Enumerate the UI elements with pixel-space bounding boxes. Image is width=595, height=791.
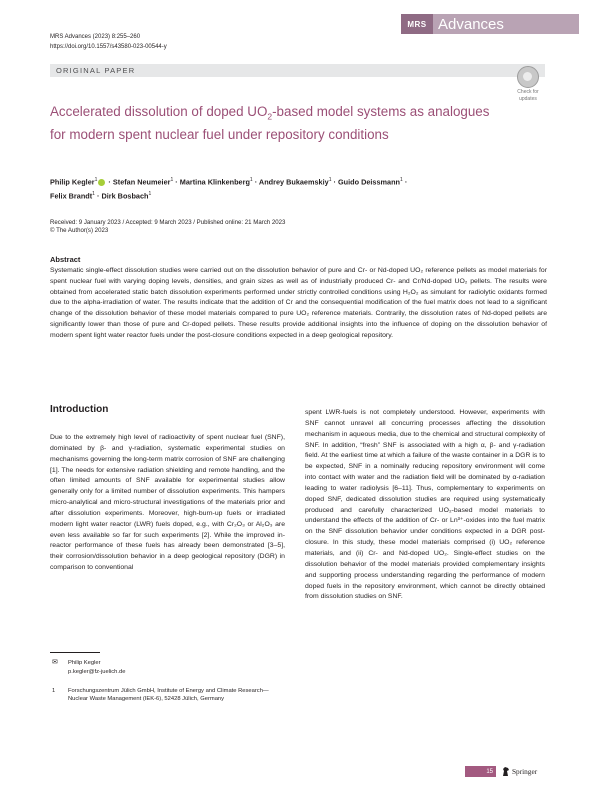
- author-name[interactable]: Martina Klinkenberg: [179, 177, 250, 187]
- author-name[interactable]: Stefan Neumeier: [112, 177, 171, 187]
- body-column-left: Due to the extremely high level of radioactivity of spent nuclear fuel (SNF), dominated by β- and γ-radiation, systematic experimental studies on mechanisms governing the long-term matrix corrosion of SNF are challenging [1]. The needs for extensive radiation shielding and remote handling, and the often limited amounts of SNF available for experimental studies allow generally only for a limited number of dissolution experiments. This hampers micro-analytical and micro-structural investigations of the materials prior and after dissolution experiments. Moreover, high-burn-up fuels or irradiated modern light water reactor (LWR) fuels doped, e.g., with Cr₂O₃ or Al₂O₃ are even less available so far for such experiments [2]. While the improved in-reactor performance of these fuels has already been demonstrated [3–5], their corrosion/dissolution behavior in a deep geological repository (DGR) in comparison to conventional: [50, 434, 285, 572]
- author-name[interactable]: Philip Kegler: [50, 177, 95, 187]
- author-name[interactable]: Felix Brandt: [50, 191, 93, 201]
- crossmark-icon: [517, 66, 539, 88]
- orcid-icon[interactable]: [98, 179, 105, 186]
- journal-logo: [401, 14, 579, 34]
- author-list: Philip Kegler$^1$ · Stefan Neumeier$^1$ · Martina Klinkenberg$^1$ · Andrey Bukaemskiy$^1$ · Guido Deissmann$^1$ · Felix Brandt$^1$ · Dirk Bosbach$^1$: [50, 177, 408, 201]
- crossmark-label-1: Check for: [517, 89, 539, 95]
- page-number: 15: [486, 768, 493, 775]
- body-column-right: spent LWR-fuels is not completely understood. However, experiments with SNF cannot unravel all concurring processes affecting the dissolution mechanism in aqueous media, due to the chemical and structural complexity of SNF. In addition, “fresh” SNF is associated with a high α, β- and γ-radiation field. At the earliest time at which a failure of the waste container in a DGR is to be expected, SNF in a nominally reducing repository environment will come into contact with water and the radiation field will be dominated by α-radiation leading to water radiolysis [6–11]. Thus, complementary to experiments on doped SNF, dedicated dissolution studies are required using systematically produced and carefully characterized UO₂-based model materials to understand the effects of the addition of Cr- or Ln³⁺-oxides into the fuel matrix on the SNF dissolution behavior under conditions expected in a DGR post-closure. In this study, these model materials comprised (i) UO₂ reference materials, and (ii) Cr- and Nd-doped UO₂. Single-effect studies on the dissolution behavior of the model materials provided complementary insights and supporting process understanding regarding the performance of modern doped fuels in the repository environment, which cannot be directly obtained from dissolution studies on SNF.: [305, 409, 545, 601]
- affiliation-number: 1: [52, 688, 56, 694]
- publication-dates: Received: 9 January 2023 / Accepted: 9 March 2023 / Published online: 21 March 2023: [50, 219, 286, 226]
- abstract-heading: Abstract: [50, 255, 81, 264]
- abstract-text: Systematic single-effect dissolution studies were carried out on the dissolution behavior of pure and Cr- or Nd-doped UO₂ reference pellets as model materials for spent nuclear fuel with varying doping levels, densities, and grain sizes as well as of industrially produced Cr- and Cr/Nd-doped UO₂ pellets. The results were obtained from accelerated static batch dissolution experiments performed under strictly controlled conditions using H₂O₂ as simulant for radiolytic oxidants formed due to the alpha-irradiation of water. The results indicate that the addition of Cr and the consequential modification of the fuel matrix does not lead to a significant change of the dissolution behavior of these model materials compared to pure UO₂ reference materials. Contrarily, the dissolution rates of Nd-doped pellets are significantly lower than those of pure and Cr-doped pellets. These results provide additional insights into the influence of doping on the dissolution behavior of modern spent light water reactor fuels under the post-closure conditions expected in a deep geological repository.: [50, 267, 547, 339]
- author-name[interactable]: Dirk Bosbach: [101, 191, 149, 201]
- affiliation-text: Forschungszentrum Jülich GmbH, Institute of Energy and Climate Research—Nuclear Waste Management (IEK-6), 52428 Jülich, Germany: [68, 688, 269, 703]
- footnote-divider: [50, 652, 100, 653]
- publisher-name: Springer: [512, 767, 538, 776]
- springer-horse-icon: [501, 766, 511, 777]
- check-for-updates-button[interactable]: [514, 66, 542, 102]
- doi-link[interactable]: https://doi.org/10.1557/s43580-023-00544-y: [50, 44, 167, 50]
- corresponding-author-email[interactable]: p.kegler@fz-juelich.de: [68, 669, 126, 675]
- journal-citation: MRS Advances (2023) 8:255–260: [50, 34, 141, 40]
- introduction-heading: Introduction: [50, 404, 109, 415]
- crossmark-label-2: updates: [519, 96, 537, 102]
- article-type-label: ORIGINAL PAPER: [56, 66, 136, 75]
- page-number-badge: [465, 766, 496, 777]
- mrs-logo: MRS: [401, 14, 433, 34]
- envelope-icon: ✉: [52, 659, 58, 666]
- author-name[interactable]: Guido Deissmann: [337, 177, 401, 187]
- corresponding-author-name: Philip Kegler: [68, 660, 101, 666]
- copyright-notice: © The Author(s) 2023: [50, 227, 109, 234]
- article-title: Accelerated dissolution of doped $UO_2$-based model systems as analogues for modern spent nuclear fuel under repository conditions: [50, 104, 490, 143]
- author-name[interactable]: Andrey Bukaemskiy: [258, 177, 329, 187]
- advances-logo: Advances: [433, 14, 579, 34]
